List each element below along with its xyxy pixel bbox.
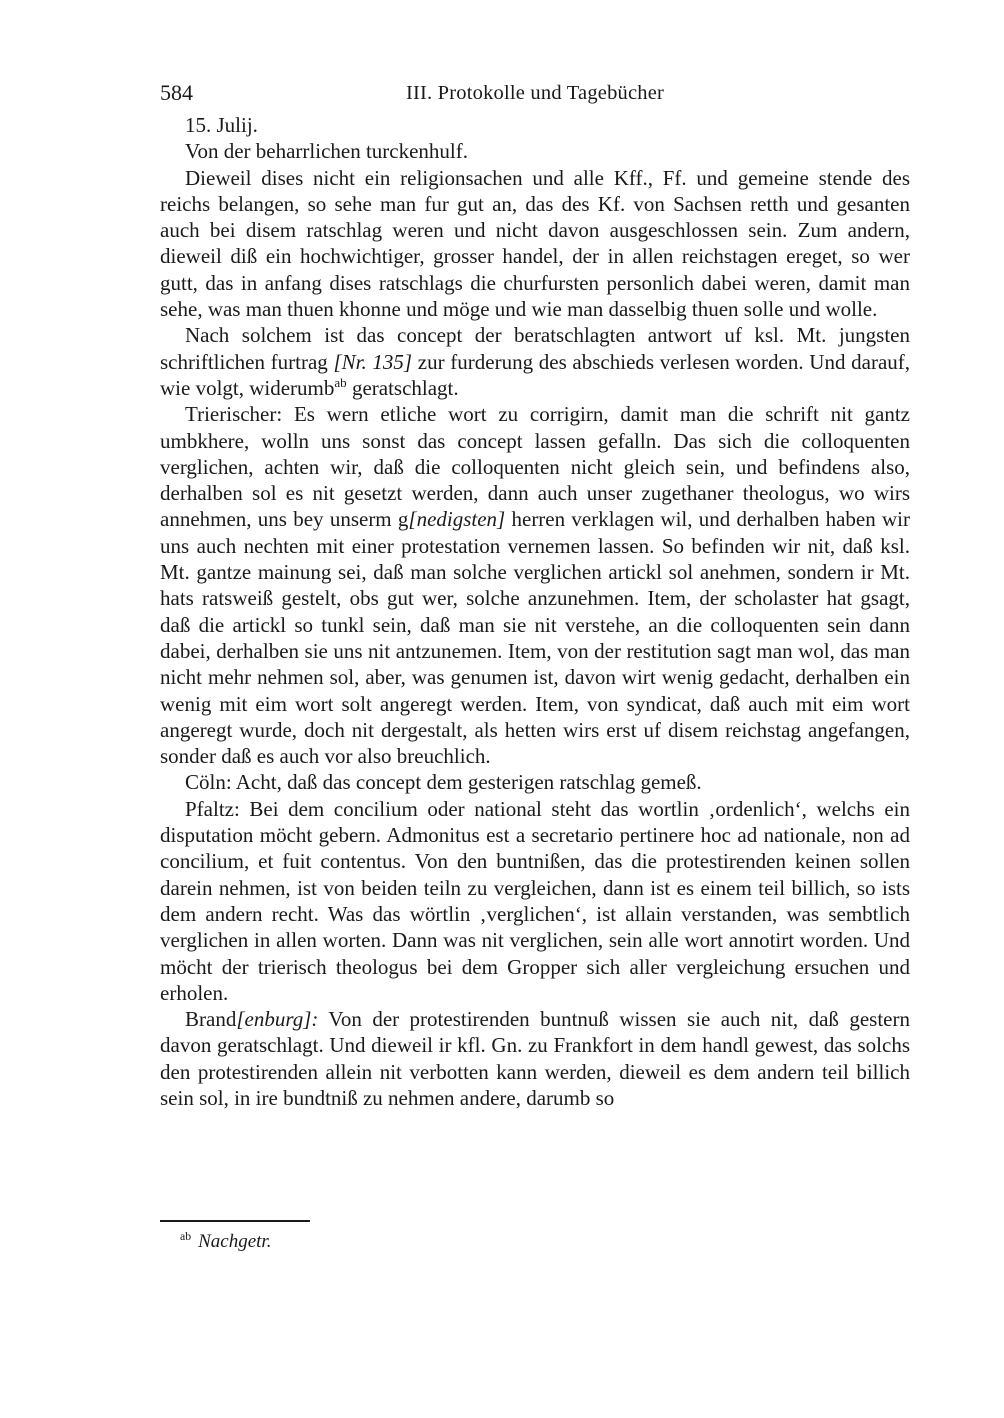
- text-run: Dieweil dises nicht ein religionsachen und alle Kff., Ff. und gemeine stende des reichs belangen, so sehe man fur gut an, das des Kf. von Sachsen retth und gesanten auch bei disem ratschlag weren und nicht davon ausgeschlossen sein. Zum andern, dieweil diß ein hochwichtiger, grosser handel, der in allen reichstagen ereget, so wer gutt, das in anfang dises ratschlags die churfursten personlich dabei weren, damit man sehe, was man thuen khonne und möge und wie man dasselbig thuen solle und wolle.: [160, 165, 910, 322]
- footnote-area: [160, 1220, 910, 1254]
- running-title: III. Protokolle und Tagebücher: [405, 82, 665, 104]
- text-run: Von der protestirenden buntnuß wissen sie auch nit, daß gestern davon geratschlagt. Und dieweil ir kfl. Gn. zu Frankfort in dem handl gewest, das solchs den protestirenden allein nit verbotten kann werden, dieweil es dem andern teil billich sein sol, in ire bundtniß zu nehmen andere, darumb so: [160, 1007, 910, 1110]
- text-run: [enburg]:: [236, 1007, 319, 1032]
- paragraph: [160, 112, 910, 138]
- text-run: [nedigsten]: [408, 507, 506, 532]
- footnote-text: [198, 1231, 271, 1252]
- text-run: Cöln: Acht, daß das concept dem gesterigen ratschlag gemeß.: [185, 770, 702, 795]
- text-run: Trierischer: Es wern etliche wort zu corrigirn, damit man die schrift nit gantz umbkhere, wolln uns sonst das concept lassen gefalln. Das sich die colloquenten verglichen, achten wir, daß die colloquenten nicht gleich sein, und befindens also, derhalben sol es nit gesetzt werden, dann auch unser zugethaner theologus, wo wirs annehmen, uns bey unserm g: [160, 402, 910, 532]
- paragraph: [160, 769, 910, 795]
- text-run: ab: [334, 374, 347, 390]
- text-run: zur furderung des abschieds verlesen worden. Und darauf, wie volgt, widerumb: [160, 349, 911, 400]
- text-run: Pfaltz: Bei dem concilium oder national steht das wortlin ‚ordenlich‘, welchs ein disputation möcht gebern. Admonitus est a secretario pertinere hoc ad nationale, non ad concilium, et fuit contentus. Von den buntnißen, das die protestirenden keinen sollen darein nehmen, ist von beiden teiln zu vergleichen, dann ist es einem teil billich, so ists dem andern recht. Was das wörtlin ‚verglichen‘, ist allain verstanden, was sembtlich verglichen in allen worten. Dann was nit verglichen, sein alle wort annotirt worden. Und möcht der trierisch theologus bei dem Gropper sich aller vergleichung ersuchen und erholen.: [160, 796, 910, 1005]
- paragraph: [160, 796, 910, 1006]
- text-run: [Nr. 135]: [333, 349, 413, 374]
- page-number: 584: [160, 80, 193, 105]
- paragraph: [160, 1006, 910, 1111]
- text-run: Nachgetr.: [198, 1231, 272, 1252]
- footnote-rule: [160, 1220, 310, 1222]
- footnote-marker: ab: [180, 1229, 192, 1243]
- paragraph: [160, 401, 910, 769]
- footnote: [160, 1230, 910, 1254]
- text-run: 15. Julij.: [185, 113, 258, 137]
- text-run: geratschlagt.: [346, 375, 459, 400]
- page-header: [160, 80, 910, 108]
- page-body: [160, 112, 910, 1111]
- text-run: herren verklagen wil, und derhalben haben wir uns auch nechten mit einer protestation vernemen lassen. So befinden wir nit, daß ksl. Mt. gantze mainung sei, daß man solche verglichen artickl sol anehmen, sondern ir Mt. hats ratsweiß gestelt, obs gut wer, solche anzunehmen. Item, der scholaster hat gsagt, daß die artickl so tunkl sein, daß man sie nit verstehe, an die colloquenten sein dann dabei, derhalben sie uns nit antzunemen. Item, von der restitution sagt man wol, das man nicht mehr nehmen sol, aber, was genumen ist, davon wirt wenig gedacht, derhalben ein wenig mit eim wort solt angeregt werden. Item, von syndicat, daß auch mit eim wort angeregt wurde, doch nit dergestalt, als hetten wirs erst uf disem reichstag angefangen, sonder daß es auch vor also breuchlich.: [160, 507, 910, 769]
- paragraph: [160, 322, 910, 401]
- text-run: Von der beharrlichen turckenhulf.: [185, 139, 469, 164]
- paragraph: [160, 138, 910, 164]
- paragraph: [160, 165, 910, 323]
- text-run: Nach solchem ist das concept der beratschlagten antwort uf ksl. Mt. jungsten schriftlichen furtrag: [160, 323, 910, 374]
- text-run: Brand: [185, 1007, 237, 1032]
